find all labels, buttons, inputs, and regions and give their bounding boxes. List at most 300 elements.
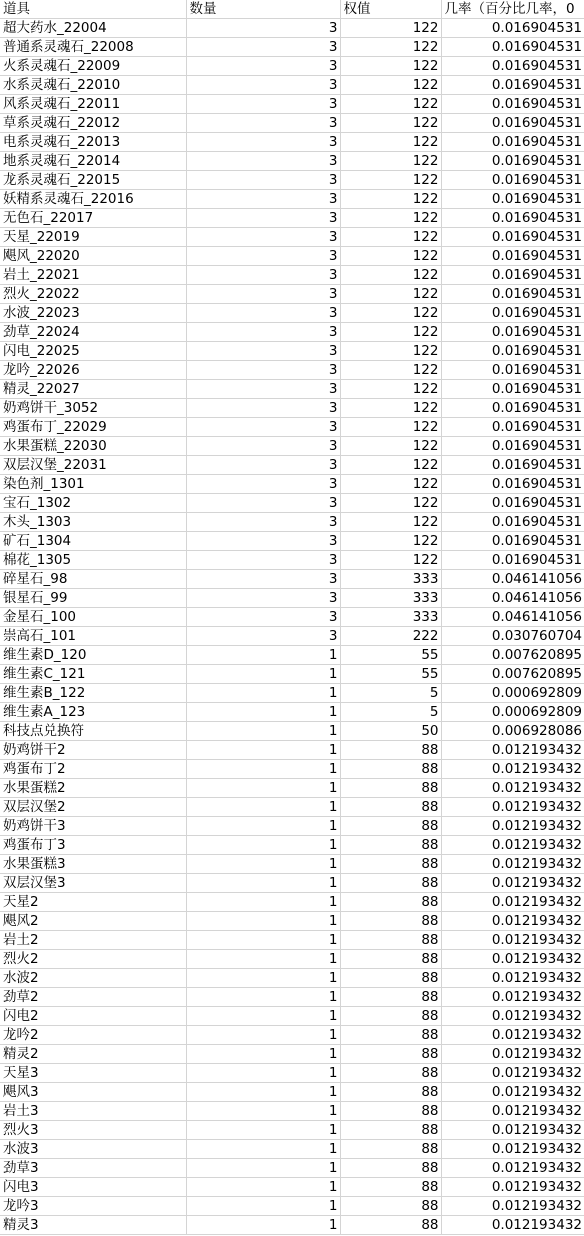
rate-cell[interactable]: 0.012193432 <box>441 893 584 912</box>
qty-cell[interactable]: 1 <box>186 874 340 893</box>
qty-cell[interactable]: 3 <box>186 361 340 380</box>
qty-cell[interactable]: 1 <box>186 912 340 931</box>
rate-cell[interactable]: 0.012193432 <box>441 1083 584 1102</box>
table-row <box>0 494 584 513</box>
rate-cell[interactable]: 0.012193432 <box>441 779 584 798</box>
rate-cell[interactable]: 0.016904531 <box>441 304 584 323</box>
weight-cell[interactable]: 88 <box>340 817 441 836</box>
qty-cell[interactable]: 3 <box>186 494 340 513</box>
qty-cell[interactable]: 3 <box>186 190 340 209</box>
header-item[interactable]: 道具 <box>0 0 186 19</box>
qty-cell[interactable]: 3 <box>186 456 340 475</box>
qty-cell[interactable]: 3 <box>186 608 340 627</box>
weight-cell[interactable]: 333 <box>340 589 441 608</box>
rate-cell[interactable]: 0.012193432 <box>441 988 584 1007</box>
qty-cell[interactable]: 3 <box>186 152 340 171</box>
weight-cell[interactable]: 88 <box>340 1083 441 1102</box>
item-cell[interactable]: 双层汉堡_22031 <box>0 456 186 475</box>
rate-cell[interactable]: 0.012193432 <box>441 817 584 836</box>
item-cell[interactable]: 维生素D_120 <box>0 646 186 665</box>
weight-cell[interactable]: 88 <box>340 1178 441 1197</box>
table-row <box>0 1121 584 1140</box>
table-row <box>0 152 584 171</box>
weight-cell[interactable]: 88 <box>340 1102 441 1121</box>
qty-cell[interactable]: 1 <box>186 969 340 988</box>
item-cell[interactable]: 崇高石_101 <box>0 627 186 646</box>
weight-cell[interactable]: 88 <box>340 1064 441 1083</box>
table-row <box>0 437 584 456</box>
rate-cell[interactable]: 0.012193432 <box>441 1045 584 1064</box>
qty-cell[interactable]: 1 <box>186 798 340 817</box>
qty-cell[interactable]: 3 <box>186 304 340 323</box>
rate-cell[interactable]: 0.016904531 <box>441 399 584 418</box>
weight-cell[interactable]: 88 <box>340 988 441 1007</box>
rate-cell[interactable]: 0.012193432 <box>441 1178 584 1197</box>
item-cell[interactable]: 鸡蛋布丁2 <box>0 760 186 779</box>
item-cell[interactable]: 金星石_100 <box>0 608 186 627</box>
weight-cell[interactable]: 122 <box>340 247 441 266</box>
rate-cell[interactable]: 0.016904531 <box>441 133 584 152</box>
qty-cell[interactable]: 1 <box>186 665 340 684</box>
table-row <box>0 893 584 912</box>
item-cell[interactable]: 闪电3 <box>0 1178 186 1197</box>
item-cell[interactable]: 闪电2 <box>0 1007 186 1026</box>
weight-cell[interactable]: 122 <box>340 361 441 380</box>
item-cell[interactable]: 草系灵魂石_22012 <box>0 114 186 133</box>
item-cell[interactable]: 普通系灵魂石_22008 <box>0 38 186 57</box>
rate-cell[interactable]: 0.016904531 <box>441 19 584 38</box>
table-row <box>0 741 584 760</box>
item-cell[interactable]: 双层汉堡3 <box>0 874 186 893</box>
qty-cell[interactable]: 3 <box>186 418 340 437</box>
table-row <box>0 627 584 646</box>
qty-cell[interactable]: 3 <box>186 437 340 456</box>
item-cell[interactable]: 烈火3 <box>0 1121 186 1140</box>
weight-cell[interactable]: 122 <box>340 285 441 304</box>
qty-cell[interactable]: 3 <box>186 228 340 247</box>
weight-cell[interactable]: 55 <box>340 665 441 684</box>
weight-cell[interactable]: 122 <box>340 323 441 342</box>
weight-cell[interactable]: 122 <box>340 551 441 570</box>
table-row <box>0 171 584 190</box>
item-cell[interactable]: 龙系灵魂石_22015 <box>0 171 186 190</box>
item-cell[interactable]: 劲草2 <box>0 988 186 1007</box>
qty-cell[interactable]: 1 <box>186 1159 340 1178</box>
item-cell[interactable]: 科技点兑换符 <box>0 722 186 741</box>
weight-cell[interactable]: 122 <box>340 114 441 133</box>
weight-cell[interactable]: 5 <box>340 684 441 703</box>
weight-cell[interactable]: 55 <box>340 646 441 665</box>
qty-cell[interactable]: 1 <box>186 779 340 798</box>
table-row <box>0 1216 584 1235</box>
rate-cell[interactable]: 0.012193432 <box>441 1197 584 1216</box>
qty-cell[interactable]: 1 <box>186 950 340 969</box>
rate-cell[interactable]: 0.012193432 <box>441 969 584 988</box>
item-cell[interactable]: 岩土_22021 <box>0 266 186 285</box>
qty-cell[interactable]: 3 <box>186 627 340 646</box>
weight-cell[interactable]: 88 <box>340 874 441 893</box>
weight-cell[interactable]: 333 <box>340 608 441 627</box>
qty-cell[interactable]: 3 <box>186 209 340 228</box>
rate-cell[interactable]: 0.016904531 <box>441 95 584 114</box>
weight-cell[interactable]: 122 <box>340 494 441 513</box>
weight-cell[interactable]: 122 <box>340 57 441 76</box>
table-row <box>0 969 584 988</box>
item-cell[interactable]: 火系灵魂石_22009 <box>0 57 186 76</box>
qty-cell[interactable]: 1 <box>186 1121 340 1140</box>
table-row <box>0 1178 584 1197</box>
weight-cell[interactable]: 122 <box>340 171 441 190</box>
qty-cell[interactable]: 1 <box>186 741 340 760</box>
rate-cell[interactable]: 0.016904531 <box>441 190 584 209</box>
rate-cell[interactable]: 0.012193432 <box>441 741 584 760</box>
rate-cell[interactable]: 0.016904531 <box>441 323 584 342</box>
weight-cell[interactable]: 88 <box>340 741 441 760</box>
rate-cell[interactable]: 0.012193432 <box>441 1140 584 1159</box>
rate-cell[interactable]: 0.012193432 <box>441 1216 584 1235</box>
rate-cell[interactable]: 0.016904531 <box>441 437 584 456</box>
item-cell[interactable]: 水果蛋糕3 <box>0 855 186 874</box>
qty-cell[interactable]: 1 <box>186 1140 340 1159</box>
weight-cell[interactable]: 122 <box>340 475 441 494</box>
table-row <box>0 760 584 779</box>
weight-cell[interactable]: 88 <box>340 931 441 950</box>
item-cell[interactable]: 维生素A_123 <box>0 703 186 722</box>
weight-cell[interactable]: 88 <box>340 1026 441 1045</box>
table-row <box>0 551 584 570</box>
item-cell[interactable]: 维生素B_122 <box>0 684 186 703</box>
weight-cell[interactable]: 88 <box>340 1197 441 1216</box>
table-row <box>0 532 584 551</box>
item-cell[interactable]: 宝石_1302 <box>0 494 186 513</box>
rate-cell[interactable]: 0.030760704 <box>441 627 584 646</box>
rate-cell[interactable]: 0.012193432 <box>441 1159 584 1178</box>
rate-cell[interactable]: 0.016904531 <box>441 247 584 266</box>
weight-cell[interactable]: 122 <box>340 38 441 57</box>
item-cell[interactable]: 染色剂_1301 <box>0 475 186 494</box>
weight-cell[interactable]: 122 <box>340 228 441 247</box>
qty-cell[interactable]: 3 <box>186 114 340 133</box>
item-cell[interactable]: 岩土3 <box>0 1102 186 1121</box>
rate-cell[interactable]: 0.012193432 <box>441 912 584 931</box>
weight-cell[interactable]: 122 <box>340 266 441 285</box>
table-row <box>0 399 584 418</box>
qty-cell[interactable]: 1 <box>186 1007 340 1026</box>
item-cell[interactable]: 地系灵魂石_22014 <box>0 152 186 171</box>
header-weight[interactable]: 权值 <box>340 0 441 19</box>
item-cell[interactable]: 超大药水_22004 <box>0 19 186 38</box>
qty-cell[interactable]: 3 <box>186 342 340 361</box>
item-cell[interactable]: 银星石_99 <box>0 589 186 608</box>
qty-cell[interactable]: 1 <box>186 1102 340 1121</box>
rate-cell[interactable]: 0.012193432 <box>441 760 584 779</box>
rate-cell[interactable]: 0.012193432 <box>441 1121 584 1140</box>
weight-cell[interactable]: 88 <box>340 1007 441 1026</box>
rate-cell[interactable]: 0.000692809 <box>441 703 584 722</box>
weight-cell[interactable]: 88 <box>340 912 441 931</box>
rate-cell[interactable]: 0.007620895 <box>441 646 584 665</box>
rate-cell[interactable]: 0.016904531 <box>441 152 584 171</box>
rate-cell[interactable]: 0.046141056 <box>441 589 584 608</box>
qty-cell[interactable]: 1 <box>186 836 340 855</box>
qty-cell[interactable]: 3 <box>186 551 340 570</box>
weight-cell[interactable]: 88 <box>340 893 441 912</box>
item-cell[interactable]: 精灵_22027 <box>0 380 186 399</box>
item-cell[interactable]: 天星_22019 <box>0 228 186 247</box>
item-cell[interactable]: 木头_1303 <box>0 513 186 532</box>
weight-cell[interactable]: 122 <box>340 380 441 399</box>
qty-cell[interactable]: 1 <box>186 703 340 722</box>
item-cell[interactable]: 电系灵魂石_22013 <box>0 133 186 152</box>
qty-cell[interactable]: 3 <box>186 589 340 608</box>
weight-cell[interactable]: 5 <box>340 703 441 722</box>
qty-cell[interactable]: 3 <box>186 475 340 494</box>
rate-cell[interactable]: 0.000692809 <box>441 684 584 703</box>
qty-cell[interactable]: 3 <box>186 513 340 532</box>
table-row <box>0 836 584 855</box>
weight-cell[interactable]: 122 <box>340 418 441 437</box>
item-cell[interactable]: 妖精系灵魂石_22016 <box>0 190 186 209</box>
qty-cell[interactable]: 3 <box>186 76 340 95</box>
table-row <box>0 855 584 874</box>
item-cell[interactable]: 奶鸡饼干2 <box>0 741 186 760</box>
weight-cell[interactable]: 122 <box>340 456 441 475</box>
rate-cell[interactable]: 0.016904531 <box>441 551 584 570</box>
table-row <box>0 1007 584 1026</box>
item-cell[interactable]: 鸡蛋布丁_22029 <box>0 418 186 437</box>
rate-cell[interactable]: 0.016904531 <box>441 57 584 76</box>
item-cell[interactable]: 奶鸡饼干3 <box>0 817 186 836</box>
item-cell[interactable]: 龙吟2 <box>0 1026 186 1045</box>
weight-cell[interactable]: 122 <box>340 133 441 152</box>
rate-cell[interactable]: 0.012193432 <box>441 1102 584 1121</box>
rate-cell[interactable]: 0.012193432 <box>441 798 584 817</box>
rate-cell[interactable]: 0.012193432 <box>441 836 584 855</box>
table-row <box>0 950 584 969</box>
rate-cell[interactable]: 0.016904531 <box>441 361 584 380</box>
weight-cell[interactable]: 122 <box>340 152 441 171</box>
table-row <box>0 912 584 931</box>
rate-cell[interactable]: 0.016904531 <box>441 532 584 551</box>
rate-cell[interactable]: 0.046141056 <box>441 570 584 589</box>
rate-cell[interactable]: 0.012193432 <box>441 950 584 969</box>
qty-cell[interactable]: 3 <box>186 532 340 551</box>
table-row <box>0 646 584 665</box>
table-row <box>0 1064 584 1083</box>
weight-cell[interactable]: 88 <box>340 1159 441 1178</box>
rate-cell[interactable]: 0.016904531 <box>441 475 584 494</box>
table-row <box>0 323 584 342</box>
rate-cell[interactable]: 0.016904531 <box>441 209 584 228</box>
weight-cell[interactable]: 122 <box>340 532 441 551</box>
item-cell[interactable]: 维生素C_121 <box>0 665 186 684</box>
weight-cell[interactable]: 88 <box>340 760 441 779</box>
rate-cell[interactable]: 0.012193432 <box>441 1064 584 1083</box>
rate-cell[interactable]: 0.006928086 <box>441 722 584 741</box>
header-qty[interactable]: 数量 <box>186 0 340 19</box>
item-cell[interactable]: 水果蛋糕2 <box>0 779 186 798</box>
qty-cell[interactable]: 3 <box>186 570 340 589</box>
table-row <box>0 266 584 285</box>
qty-cell[interactable]: 1 <box>186 1216 340 1235</box>
weight-cell[interactable]: 122 <box>340 513 441 532</box>
rate-cell[interactable]: 0.016904531 <box>441 380 584 399</box>
weight-cell[interactable]: 122 <box>340 342 441 361</box>
rate-cell[interactable]: 0.016904531 <box>441 76 584 95</box>
rate-cell[interactable]: 0.016904531 <box>441 38 584 57</box>
rate-cell[interactable]: 0.016904531 <box>441 418 584 437</box>
item-cell[interactable]: 矿石_1304 <box>0 532 186 551</box>
weight-cell[interactable]: 88 <box>340 855 441 874</box>
item-cell[interactable]: 劲草_22024 <box>0 323 186 342</box>
item-cell[interactable]: 无色石_22017 <box>0 209 186 228</box>
qty-cell[interactable]: 3 <box>186 323 340 342</box>
weight-cell[interactable]: 88 <box>340 1121 441 1140</box>
qty-cell[interactable]: 3 <box>186 95 340 114</box>
item-cell[interactable]: 飓风2 <box>0 912 186 931</box>
item-cell[interactable]: 风系灵魂石_22011 <box>0 95 186 114</box>
table-row <box>0 1159 584 1178</box>
rate-cell[interactable]: 0.016904531 <box>441 285 584 304</box>
table-row <box>0 1045 584 1064</box>
rate-cell[interactable]: 0.016904531 <box>441 228 584 247</box>
table-row <box>0 380 584 399</box>
qty-cell[interactable]: 1 <box>186 760 340 779</box>
rate-cell[interactable]: 0.007620895 <box>441 665 584 684</box>
rate-cell[interactable]: 0.016904531 <box>441 114 584 133</box>
item-cell[interactable]: 双层汉堡2 <box>0 798 186 817</box>
table-row <box>0 133 584 152</box>
rate-cell[interactable]: 0.016904531 <box>441 342 584 361</box>
qty-cell[interactable]: 1 <box>186 931 340 950</box>
qty-cell[interactable]: 1 <box>186 817 340 836</box>
rate-cell[interactable]: 0.012193432 <box>441 1026 584 1045</box>
weight-cell[interactable]: 222 <box>340 627 441 646</box>
weight-cell[interactable]: 122 <box>340 399 441 418</box>
qty-cell[interactable]: 3 <box>186 266 340 285</box>
qty-cell[interactable]: 1 <box>186 893 340 912</box>
qty-cell[interactable]: 3 <box>186 380 340 399</box>
item-cell[interactable]: 精灵2 <box>0 1045 186 1064</box>
weight-cell[interactable]: 122 <box>340 95 441 114</box>
table-row <box>0 817 584 836</box>
item-cell[interactable]: 奶鸡饼干_3052 <box>0 399 186 418</box>
header-rate[interactable]: 几率（百分比几率，0 <box>441 0 584 19</box>
weight-cell[interactable]: 88 <box>340 1045 441 1064</box>
rate-cell[interactable]: 0.012193432 <box>441 1007 584 1026</box>
qty-cell[interactable]: 3 <box>186 19 340 38</box>
item-cell[interactable]: 劲草3 <box>0 1159 186 1178</box>
item-cell[interactable]: 棉花_1305 <box>0 551 186 570</box>
weight-cell[interactable]: 88 <box>340 836 441 855</box>
item-cell[interactable]: 碎星石_98 <box>0 570 186 589</box>
item-cell[interactable]: 水波_22023 <box>0 304 186 323</box>
item-cell[interactable]: 龙吟_22026 <box>0 361 186 380</box>
table-row <box>0 665 584 684</box>
item-cell[interactable]: 闪电_22025 <box>0 342 186 361</box>
item-cell[interactable]: 水波3 <box>0 1140 186 1159</box>
item-cell[interactable]: 水果蛋糕_22030 <box>0 437 186 456</box>
item-cell[interactable]: 岩土2 <box>0 931 186 950</box>
item-cell[interactable]: 天星3 <box>0 1064 186 1083</box>
rate-cell[interactable]: 0.012193432 <box>441 855 584 874</box>
item-cell[interactable]: 水波2 <box>0 969 186 988</box>
table-row <box>0 589 584 608</box>
qty-cell[interactable]: 1 <box>186 722 340 741</box>
item-cell[interactable]: 烈火2 <box>0 950 186 969</box>
weight-cell[interactable]: 122 <box>340 76 441 95</box>
qty-cell[interactable]: 3 <box>186 171 340 190</box>
weight-cell[interactable]: 122 <box>340 19 441 38</box>
weight-cell[interactable]: 122 <box>340 304 441 323</box>
qty-cell[interactable]: 1 <box>186 1064 340 1083</box>
table-row <box>0 1140 584 1159</box>
table-row <box>0 798 584 817</box>
weight-cell[interactable]: 333 <box>340 570 441 589</box>
qty-cell[interactable]: 3 <box>186 57 340 76</box>
qty-cell[interactable]: 1 <box>186 988 340 1007</box>
weight-cell[interactable]: 88 <box>340 779 441 798</box>
weight-cell[interactable]: 122 <box>340 437 441 456</box>
weight-cell[interactable]: 88 <box>340 1216 441 1235</box>
table-row <box>0 703 584 722</box>
qty-cell[interactable]: 1 <box>186 646 340 665</box>
item-cell[interactable]: 水系灵魂石_22010 <box>0 76 186 95</box>
weight-cell[interactable]: 88 <box>340 950 441 969</box>
weight-cell[interactable]: 122 <box>340 209 441 228</box>
table-row <box>0 988 584 1007</box>
qty-cell[interactable]: 3 <box>186 285 340 304</box>
item-cell[interactable]: 龙吟3 <box>0 1197 186 1216</box>
item-cell[interactable]: 鸡蛋布丁3 <box>0 836 186 855</box>
qty-cell[interactable]: 3 <box>186 38 340 57</box>
header-row <box>0 0 584 19</box>
qty-cell[interactable]: 3 <box>186 133 340 152</box>
item-cell[interactable]: 飓风_22020 <box>0 247 186 266</box>
weight-cell[interactable]: 50 <box>340 722 441 741</box>
qty-cell[interactable]: 1 <box>186 1045 340 1064</box>
weight-cell[interactable]: 122 <box>340 190 441 209</box>
qty-cell[interactable]: 1 <box>186 1026 340 1045</box>
weight-cell[interactable]: 88 <box>340 798 441 817</box>
qty-cell[interactable]: 1 <box>186 1178 340 1197</box>
table-row <box>0 19 584 38</box>
rate-cell[interactable]: 0.016904531 <box>441 266 584 285</box>
item-cell[interactable]: 烈火_22022 <box>0 285 186 304</box>
qty-cell[interactable]: 3 <box>186 247 340 266</box>
rate-cell[interactable]: 0.016904531 <box>441 513 584 532</box>
qty-cell[interactable]: 1 <box>186 855 340 874</box>
item-cell[interactable]: 飓风3 <box>0 1083 186 1102</box>
qty-cell[interactable]: 1 <box>186 684 340 703</box>
rate-cell[interactable]: 0.016904531 <box>441 171 584 190</box>
weight-cell[interactable]: 88 <box>340 969 441 988</box>
rate-cell[interactable]: 0.012193432 <box>441 874 584 893</box>
rate-cell[interactable]: 0.016904531 <box>441 494 584 513</box>
qty-cell[interactable]: 3 <box>186 399 340 418</box>
table-row <box>0 684 584 703</box>
rate-cell[interactable]: 0.012193432 <box>441 931 584 950</box>
weight-cell[interactable]: 88 <box>340 1140 441 1159</box>
table-row <box>0 76 584 95</box>
qty-cell[interactable]: 1 <box>186 1197 340 1216</box>
qty-cell[interactable]: 1 <box>186 1083 340 1102</box>
item-cell[interactable]: 天星2 <box>0 893 186 912</box>
item-cell[interactable]: 精灵3 <box>0 1216 186 1235</box>
rate-cell[interactable]: 0.046141056 <box>441 608 584 627</box>
table-row <box>0 779 584 798</box>
rate-cell[interactable]: 0.016904531 <box>441 456 584 475</box>
